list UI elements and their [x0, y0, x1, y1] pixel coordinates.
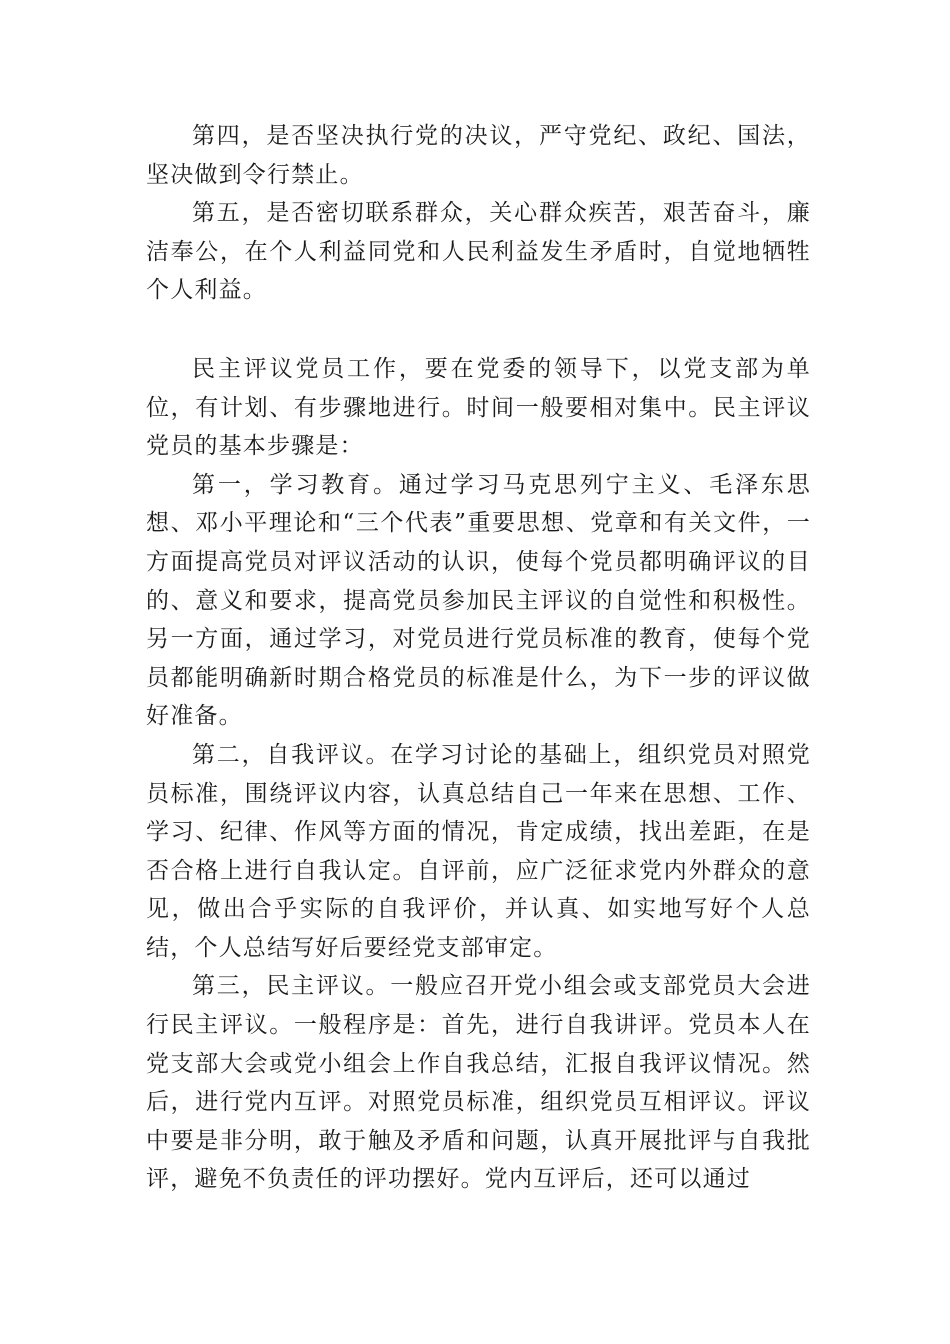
paragraph-intro: 民主评议党员工作，要在党委的领导下，以党支部为单位，有计划、有步骤地进行。时间一般要相对集中。民主评议党员的基本步骤是：	[146, 355, 811, 460]
paragraph-step-two: 第二，自我评议。在学习讨论的基础上，组织党员对照党员标准，围绕评议内容，认真总结自己一年来在思想、工作、学习、纪律、作风等方面的情况，肯定成绩，找出差距，在是否合格上进行自我认定。自评前，应广泛征求党内外群众的意见，做出合乎实际的自我评价，并认真、如实地写好个人总结，个人总结写好后要经党支部审定。	[146, 741, 811, 961]
paragraph-step-one: 第一，学习教育。通过学习马克思列宁主义、毛泽东思想、邓小平理论和“三个代表”重要思想、党章和有关文件，一方面提高党员对评议活动的认识，使每个党员都明确评议的目的、意义和要求，提高党员参加民主评议的自觉性和积极性。另一方面，通过学习，对党员进行党员标准的教育，使每个党员都能明确新时期合格党员的标准是什么，为下一步的评议做好准备。	[146, 471, 811, 730]
document-page	[146, 117, 811, 1199]
paragraph-step-three: 第三，民主评议。一般应召开党小组会或支部党员大会进行民主评议。一般程序是：首先，进行自我讲评。党员本人在党支部大会或党小组会上作自我总结，汇报自我评议情况。然后，进行党内互评。对照党员标准，组织党员互相评议。评议中要是非分明，敢于触及矛盾和问题，认真开展批评与自我批评，避免不负责任的评功摆好。党内互评后，还可以通过	[146, 973, 811, 1193]
paragraph-item-five: 第五，是否密切联系群众，关心群众疾苦，艰苦奋斗，廉洁奉公，在个人利益同党和人民利益发生矛盾时，自觉地牺牲个人利益。	[146, 200, 811, 304]
paragraph-item-four: 第四，是否坚决执行党的决议，严守党纪、政纪、国法，坚决做到令行禁止。	[146, 123, 811, 188]
section-gap	[146, 310, 811, 350]
